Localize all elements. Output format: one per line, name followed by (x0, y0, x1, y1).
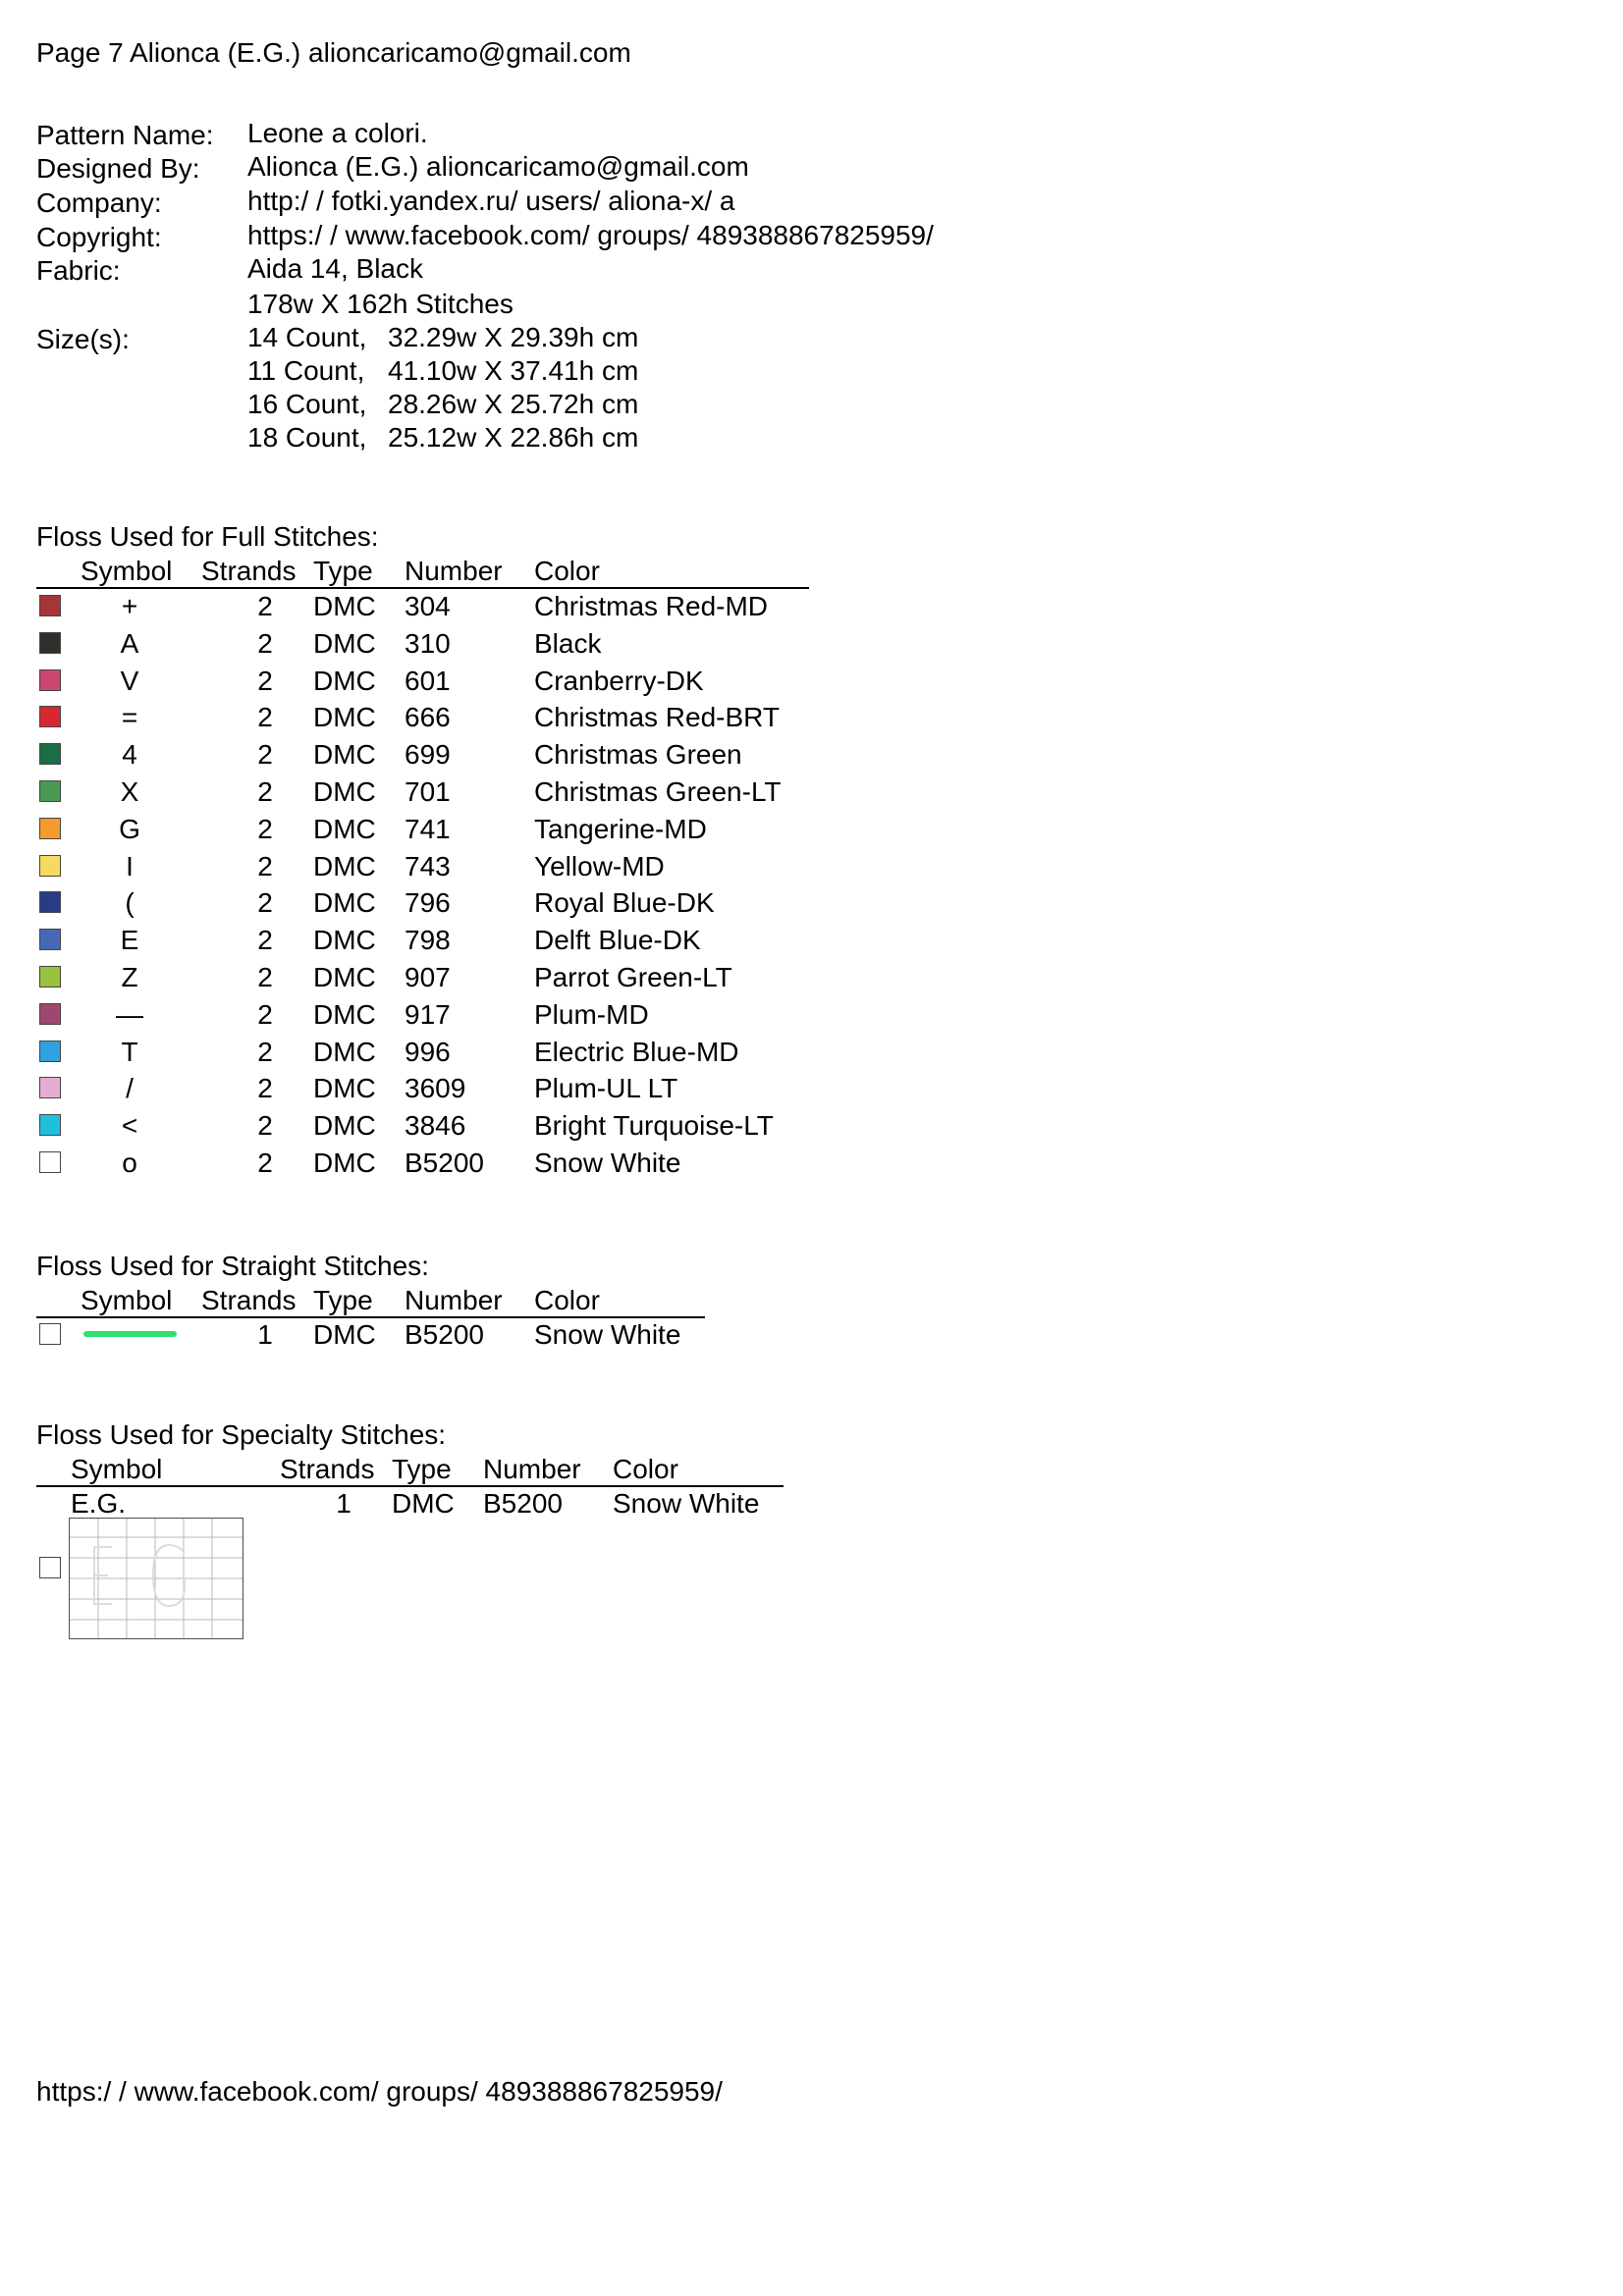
number-cell: 601 (405, 666, 451, 696)
col-header-color: Color (534, 1285, 600, 1315)
designed-by: Alionca (E.G.) alioncaricamo@gmail.com (247, 151, 749, 182)
number-cell: 666 (405, 702, 451, 732)
page-footer: https:/ / www.facebook.com/ groups/ 489388867825959/ (36, 2076, 723, 2107)
color-name-cell: Christmas Red-BRT (534, 702, 780, 732)
color-name-cell: Snow White (613, 1488, 760, 1519)
size-dimensions: 28.26w X 25.72h cm (388, 389, 639, 419)
symbol-cell: / (126, 1073, 134, 1103)
symbol-cell: T (121, 1037, 138, 1067)
strands-cell: 2 (257, 1110, 273, 1141)
col-header-number: Number (483, 1454, 581, 1484)
color-name-cell: Snow White (534, 1319, 681, 1350)
size-count: 16 Count, (247, 389, 367, 419)
color-swatch (39, 1041, 61, 1062)
symbol-cell: 4 (122, 739, 137, 770)
color-name-cell: Plum-UL LT (534, 1073, 678, 1103)
symbol-cell: ( (125, 887, 135, 918)
number-cell: 701 (405, 776, 451, 807)
col-header-number: Number (405, 1285, 503, 1315)
symbol-cell: — (116, 999, 143, 1030)
col-header-strands: Strands (280, 1454, 375, 1484)
type-cell: DMC (392, 1488, 455, 1519)
color-name-cell: Parrot Green-LT (534, 962, 732, 992)
strands-cell: 2 (257, 851, 273, 881)
strands-cell: 2 (257, 591, 273, 621)
strands-cell: 2 (257, 1037, 273, 1067)
number-cell: 304 (405, 591, 451, 621)
strands-cell: 2 (257, 776, 273, 807)
number-cell: 796 (405, 887, 451, 918)
sizes-label: Size(s): (36, 324, 130, 354)
color-swatch (39, 1114, 61, 1136)
symbol-cell: X (120, 776, 139, 807)
color-swatch (39, 669, 61, 691)
color-name-cell: Christmas Green-LT (534, 776, 782, 807)
fabric-label: Fabric: (36, 255, 121, 286)
type-cell: DMC (313, 1037, 376, 1067)
number-cell: B5200 (405, 1148, 484, 1178)
col-header-type: Type (313, 1285, 373, 1315)
number-cell: B5200 (405, 1319, 484, 1350)
color-swatch (39, 818, 61, 839)
size-dimensions: 32.29w X 29.39h cm (388, 322, 639, 352)
strands-cell: 2 (257, 999, 273, 1030)
color-swatch (39, 929, 61, 950)
col-header-number: Number (405, 556, 503, 586)
straight-stitches-title: Floss Used for Straight Stitches: (36, 1251, 429, 1281)
strands-cell: 1 (257, 1319, 273, 1350)
col-header-color: Color (613, 1454, 678, 1484)
symbol-cell: = (121, 702, 138, 732)
color-name-cell: Christmas Red-MD (534, 591, 769, 621)
number-cell: 907 (405, 962, 451, 992)
color-name-cell: Snow White (534, 1148, 681, 1178)
color-swatch (39, 743, 61, 765)
col-header-strands: Strands (201, 556, 297, 586)
number-cell: 743 (405, 851, 451, 881)
type-cell: DMC (313, 666, 376, 696)
color-name-cell: Royal Blue-DK (534, 887, 715, 918)
type-cell: DMC (313, 776, 376, 807)
pattern-name: Leone a colori. (247, 118, 428, 148)
strands-cell: 2 (257, 925, 273, 955)
type-cell: DMC (313, 591, 376, 621)
strands-cell: 2 (257, 666, 273, 696)
col-header-symbol: Symbol (81, 556, 173, 586)
symbol-cell: E (120, 925, 139, 955)
color-swatch (39, 1003, 61, 1025)
number-cell: 310 (405, 628, 451, 659)
type-cell: DMC (313, 702, 376, 732)
specialty-symbol-label: E.G. (71, 1488, 127, 1519)
straight-stitch-line-icon (83, 1331, 177, 1337)
number-cell: B5200 (483, 1488, 563, 1519)
color-swatch (39, 1077, 61, 1098)
size-count: 14 Count, (247, 322, 367, 352)
symbol-cell: I (126, 851, 134, 881)
color-swatch (39, 632, 61, 654)
strands-cell: 2 (257, 739, 273, 770)
strands-cell: 2 (257, 962, 273, 992)
number-cell: 996 (405, 1037, 451, 1067)
color-swatch (39, 855, 61, 877)
color-name-cell: Tangerine-MD (534, 814, 707, 844)
symbol-cell: o (122, 1148, 137, 1178)
color-swatch (39, 780, 61, 802)
size-count: 11 Count, (247, 355, 365, 386)
strands-cell: 2 (257, 1073, 273, 1103)
designed-by-label: Designed By: (36, 153, 200, 184)
number-cell: 917 (405, 999, 451, 1030)
company: http:/ / fotki.yandex.ru/ users/ aliona-x/ a (247, 186, 735, 216)
strands-cell: 2 (257, 702, 273, 732)
stitch-count: 178w X 162h Stitches (247, 289, 514, 319)
eg-specialty-stitch-icon (69, 1518, 243, 1639)
type-cell: DMC (313, 851, 376, 881)
symbol-cell: G (119, 814, 140, 844)
size-dimensions: 41.10w X 37.41h cm (388, 355, 639, 386)
type-cell: DMC (313, 925, 376, 955)
symbol-cell: A (120, 628, 139, 659)
header-rule (36, 1316, 705, 1318)
number-cell: 741 (405, 814, 451, 844)
color-name-cell: Black (534, 628, 602, 659)
symbol-cell: < (121, 1110, 138, 1141)
copyright-label: Copyright: (36, 222, 162, 252)
fabric: Aida 14, Black (247, 253, 423, 284)
number-cell: 798 (405, 925, 451, 955)
color-swatch (39, 1151, 61, 1173)
col-header-type: Type (313, 556, 373, 586)
color-swatch (39, 706, 61, 727)
color-name-cell: Yellow-MD (534, 851, 665, 881)
color-name-cell: Plum-MD (534, 999, 649, 1030)
color-name-cell: Electric Blue-MD (534, 1037, 739, 1067)
size-count: 18 Count, (247, 422, 367, 453)
col-header-color: Color (534, 556, 600, 586)
symbol-cell: + (121, 591, 138, 621)
symbol-cell: V (120, 666, 139, 696)
specialty-stitches-title: Floss Used for Specialty Stitches: (36, 1419, 447, 1450)
color-name-cell: Christmas Green (534, 739, 742, 770)
color-name-cell: Bright Turquoise-LT (534, 1110, 774, 1141)
company-label: Company: (36, 187, 162, 218)
type-cell: DMC (313, 962, 376, 992)
strands-cell: 2 (257, 628, 273, 659)
copyright: https:/ / www.facebook.com/ groups/ 489388867825959/ (247, 220, 934, 250)
col-header-type: Type (392, 1454, 452, 1484)
col-header-strands: Strands (201, 1285, 297, 1315)
type-cell: DMC (313, 814, 376, 844)
type-cell: DMC (313, 1319, 376, 1350)
size-dimensions: 25.12w X 22.86h cm (388, 422, 639, 453)
symbol-cell: Z (121, 962, 138, 992)
type-cell: DMC (313, 628, 376, 659)
color-swatch (39, 891, 61, 913)
type-cell: DMC (313, 1073, 376, 1103)
full-stitches-title: Floss Used for Full Stitches: (36, 521, 379, 552)
type-cell: DMC (313, 1110, 376, 1141)
strands-cell: 2 (257, 814, 273, 844)
pattern-name-label: Pattern Name: (36, 120, 214, 150)
type-cell: DMC (313, 739, 376, 770)
col-header-symbol: Symbol (71, 1454, 163, 1484)
color-swatch (39, 595, 61, 616)
number-cell: 3846 (405, 1110, 466, 1141)
header-rule (36, 1485, 784, 1487)
strands-cell: 2 (257, 1148, 273, 1178)
page-header: Page 7 Alionca (E.G.) alioncaricamo@gmail.com (36, 37, 631, 68)
header-rule (36, 587, 809, 589)
number-cell: 699 (405, 739, 451, 770)
color-swatch (39, 1557, 61, 1578)
type-cell: DMC (313, 1148, 376, 1178)
col-header-symbol: Symbol (81, 1285, 173, 1315)
type-cell: DMC (313, 887, 376, 918)
color-name-cell: Delft Blue-DK (534, 925, 701, 955)
color-swatch (39, 966, 61, 988)
strands-cell: 1 (336, 1488, 352, 1519)
number-cell: 3609 (405, 1073, 466, 1103)
color-name-cell: Cranberry-DK (534, 666, 704, 696)
color-swatch (39, 1323, 61, 1345)
type-cell: DMC (313, 999, 376, 1030)
strands-cell: 2 (257, 887, 273, 918)
